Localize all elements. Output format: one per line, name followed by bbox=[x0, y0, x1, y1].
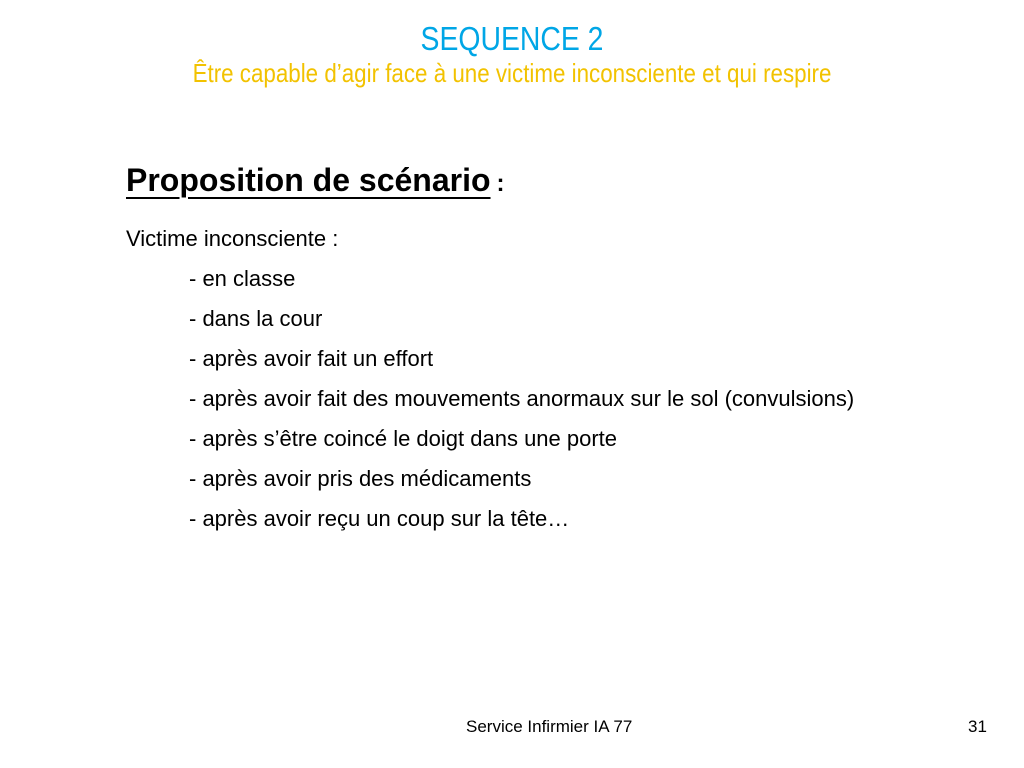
scenario-item: - après avoir reçu un coup sur la tête… bbox=[189, 506, 570, 531]
sequence-title: SEQUENCE 2 bbox=[420, 20, 604, 57]
slide-title bbox=[0, 20, 1024, 88]
section-heading bbox=[126, 160, 926, 204]
footer-text: Service Infirmier IA 77 bbox=[466, 717, 633, 736]
scenario-list bbox=[126, 266, 926, 532]
intro-text: Victime inconsciente : bbox=[126, 226, 339, 251]
heading-colon: : bbox=[496, 170, 505, 197]
heading-text: Proposition de scénario bbox=[126, 162, 491, 198]
page-number: 31 bbox=[968, 717, 987, 736]
sequence-subtitle: Être capable d’agir face à une victime inconsciente et qui respire bbox=[192, 58, 832, 88]
scenario-item: - après s’être coincé le doigt dans une porte bbox=[189, 426, 618, 451]
scenario-item: - dans la cour bbox=[189, 306, 323, 331]
scenario-item: - après avoir fait un effort bbox=[189, 346, 434, 371]
scenario-item: - en classe bbox=[189, 266, 296, 291]
scenario-item: - après avoir pris des médicaments bbox=[189, 466, 532, 491]
slide-content bbox=[126, 160, 926, 546]
scenario-item: - après avoir fait des mouvements anormaux sur le sol (convulsions) bbox=[189, 386, 855, 411]
